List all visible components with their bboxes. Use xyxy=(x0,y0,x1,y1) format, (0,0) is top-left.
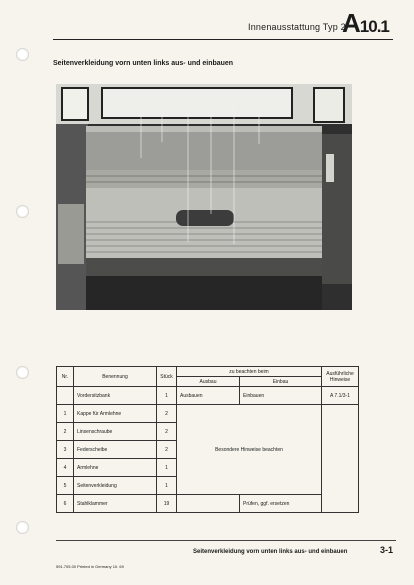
footer-title: Seitenverkleidung vorn unten links aus- und einbauen xyxy=(193,549,348,555)
page-code-number: 10.1 xyxy=(359,17,389,36)
row-qty: 2 xyxy=(157,405,177,423)
row-qty: 19 xyxy=(157,495,177,513)
row-name: Kappe für Armlehne xyxy=(74,405,157,423)
header-ref: Ausführliche Hinweise xyxy=(322,367,359,387)
row-qty: 1 xyxy=(157,459,177,477)
header-name: Benennung xyxy=(74,367,157,387)
row-nr: 2 xyxy=(57,423,74,441)
punch-hole xyxy=(16,205,29,218)
page-title: Seitenverkleidung vorn unten links aus- und einbauen xyxy=(53,60,234,67)
row-nr: 1 xyxy=(57,405,74,423)
punch-hole xyxy=(16,48,29,61)
row-in: Einbauen xyxy=(240,387,322,405)
page-code-letter: A xyxy=(342,8,360,38)
row-name: Seitenverkleidung xyxy=(74,477,157,495)
row-nr: 4 xyxy=(57,459,74,477)
table-row xyxy=(57,495,359,513)
row-qty: 1 xyxy=(157,477,177,495)
punch-hole xyxy=(16,366,29,379)
row-qty: 1 xyxy=(157,387,177,405)
row-ref: A 7.1/3-1 xyxy=(322,387,359,405)
photo-callout: 4 xyxy=(186,102,189,108)
row-qty: 2 xyxy=(157,441,177,459)
section-title: Innenausstattung Typ 2 xyxy=(248,22,346,32)
row-name: Armlehne xyxy=(74,459,157,477)
row-name: Federscheibe xyxy=(74,441,157,459)
row-name: Stahlklammer xyxy=(74,495,157,513)
photo-callout: 2 xyxy=(232,102,235,108)
row-in-note: Prüfen, ggf. ersetzen xyxy=(240,495,322,513)
page-code xyxy=(342,8,389,39)
merged-note: Besondere Hinweise beachten xyxy=(177,405,322,495)
parts-table xyxy=(56,366,359,513)
page-number: 3-1 xyxy=(380,545,394,555)
photo-callout: 3 xyxy=(209,102,212,108)
row-nr: 3 xyxy=(57,441,74,459)
photo-callout: 6 xyxy=(139,102,142,108)
door-panel-photo xyxy=(56,84,352,310)
row-name: Linsenschraube xyxy=(74,423,157,441)
footer-rule xyxy=(56,540,396,541)
row-qty: 2 xyxy=(157,423,177,441)
header-nr: Nr. xyxy=(57,367,74,387)
table-row xyxy=(57,387,359,405)
punch-hole xyxy=(16,521,29,534)
header-group: zu beachten beim xyxy=(177,367,322,377)
header-in: Einbau xyxy=(240,377,322,387)
table-row xyxy=(57,405,359,423)
print-info: 591.705.00 Printed in Germany 10. 69 xyxy=(56,564,124,569)
header-qty: Stück xyxy=(157,367,177,387)
photo-callout: 5 xyxy=(160,102,163,108)
row-name: Vordersitzbank xyxy=(74,387,157,405)
photo-callout: 1 xyxy=(257,102,260,108)
row-out: Ausbauen xyxy=(177,387,240,405)
door-panel-illustration xyxy=(56,84,352,310)
row-nr: 5 xyxy=(57,477,74,495)
header-out: Ausbau xyxy=(177,377,240,387)
header-rule xyxy=(53,39,393,40)
row-nr: 6 xyxy=(57,495,74,513)
